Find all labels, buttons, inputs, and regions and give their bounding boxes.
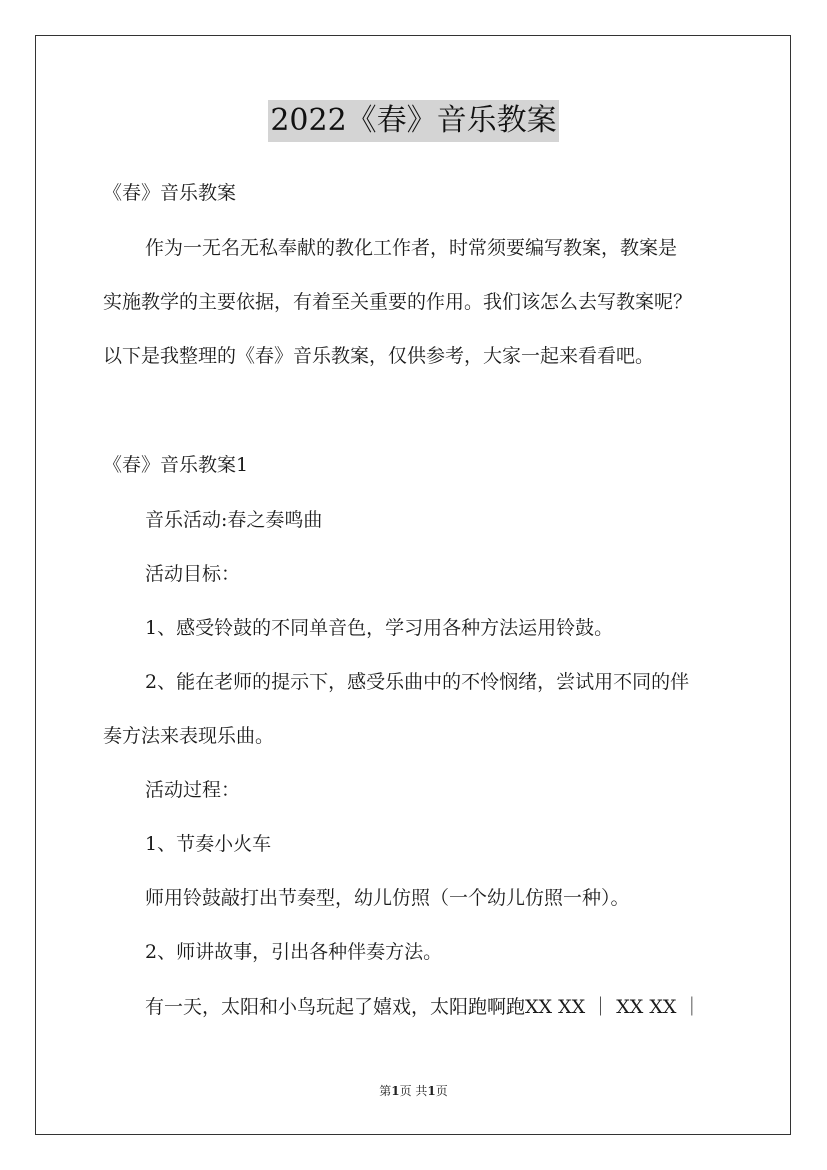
footer-prefix: 第 xyxy=(379,1084,392,1098)
body-line-4: 2、能在老师的提示下，感受乐曲中的不怜悯绪，尝试用不同的伴 xyxy=(145,671,690,693)
footer-page-total: 1 xyxy=(427,1084,436,1098)
intro-line-2: 实施教学的主要依据，有着至关重要的作用。我们该怎么去写教案呢？ xyxy=(103,291,693,313)
intro-line-3: 以下是我整理的《春》音乐教案，仅供参考，大家一起来看看吧。 xyxy=(103,345,655,367)
page-footer xyxy=(0,1083,827,1099)
body-line-1: 音乐活动:春之奏鸣曲 xyxy=(145,509,323,531)
body-line-6: 活动过程： xyxy=(145,779,241,801)
subtitle: 《春》音乐教案 xyxy=(103,182,237,204)
body-line-5: 奏方法来表现乐曲。 xyxy=(103,725,275,747)
footer-page-number: 1 xyxy=(391,1084,400,1098)
body-line-7: 1、节奏小火车 xyxy=(145,833,272,855)
body-line-2: 活动目标： xyxy=(145,563,241,585)
section-heading: 《春》音乐教案1 xyxy=(103,454,249,476)
footer-middle: 页 共 xyxy=(399,1084,428,1098)
body-line-8: 师用铃鼓敲打出节奏型，幼儿仿照（一个幼儿仿照一种）。 xyxy=(145,887,630,909)
intro-line-1: 作为一无名无私奉献的教化工作者，时常须要编写教案，教案是 xyxy=(145,237,678,259)
body-line-10: 有一天，太阳和小鸟玩起了嬉戏，太阳跑啊跑XX XX ｜ XX XX ｜ xyxy=(145,996,702,1018)
footer-suffix: 页 xyxy=(435,1084,448,1098)
document-title: 2022《春》音乐教案 xyxy=(268,100,558,142)
title-container xyxy=(0,100,827,142)
body-line-3: 1、感受铃鼓的不同单音色，学习用各种方法运用铃鼓。 xyxy=(145,617,614,639)
body-line-9: 2、师讲故事，引出各种伴奏方法。 xyxy=(145,941,443,963)
